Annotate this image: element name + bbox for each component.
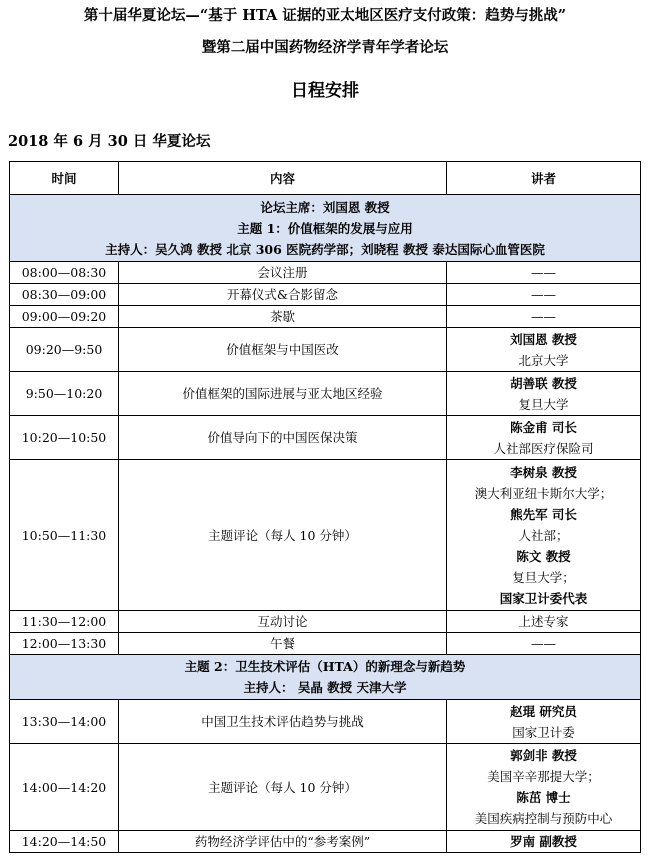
row-speaker: —— bbox=[447, 306, 641, 328]
speaker-name: 陈金甫 司长 bbox=[510, 419, 577, 435]
row-content: 主题评论（每人 10 分钟） bbox=[119, 460, 447, 611]
schedule-table bbox=[9, 161, 641, 853]
row-speaker bbox=[447, 372, 641, 416]
row-time: 10:50—11:30 bbox=[10, 460, 119, 611]
title-line-3: 日程安排 bbox=[291, 81, 359, 101]
speaker-name: 胡善联 教授 bbox=[510, 375, 577, 391]
table-row bbox=[10, 416, 641, 460]
speaker-org: 澳大利亚纽卡斯尔大学； bbox=[474, 485, 613, 501]
speaker-name: 国家卫计委代表 bbox=[499, 590, 588, 606]
table-row bbox=[10, 306, 641, 328]
speaker-org: 美国辛辛那提大学； bbox=[487, 769, 600, 784]
column-header-speaker: 讲者 bbox=[447, 162, 641, 195]
row-content: 价值框架的国际进展与亚太地区经验 bbox=[119, 372, 447, 416]
row-time: 09:20—9:50 bbox=[10, 328, 119, 372]
title-line-1: 第十届华夏论坛—“基于 HTA 证据的亚太地区医疗支付政策：趋势与挑战” bbox=[83, 7, 567, 24]
row-speaker: 上述专家 bbox=[447, 611, 641, 633]
speaker-org: 美国疾病控制与预防中心 bbox=[474, 811, 613, 826]
section-1-header bbox=[10, 195, 641, 262]
speaker-org: 复旦大学； bbox=[512, 569, 575, 585]
speaker-name: 熊先军 司长 bbox=[510, 506, 577, 522]
row-time: 10:20—10:50 bbox=[10, 416, 119, 460]
row-time: 9:50—10:20 bbox=[10, 372, 119, 416]
forum-chair: 论坛主席：刘国恩 教授 bbox=[260, 199, 390, 215]
speaker-name: 陈文 教授 bbox=[516, 548, 571, 564]
row-content: 价值框架与中国医改 bbox=[119, 328, 447, 372]
speaker-name: 李树泉 教授 bbox=[510, 464, 577, 480]
table-row bbox=[10, 744, 641, 831]
section-hosts: 主持人： 吴晶 教授 天津大学 bbox=[243, 680, 407, 695]
row-speaker bbox=[447, 416, 641, 460]
section-theme: 主题 2：卫生技术评估（HTA）的新理念与新趋势 bbox=[184, 659, 466, 674]
speaker-org: 人社部； bbox=[518, 527, 569, 543]
table-row bbox=[10, 700, 641, 744]
row-content: 互动讨论 bbox=[119, 611, 447, 633]
speaker-name: 刘国恩 教授 bbox=[510, 331, 577, 347]
row-speaker bbox=[447, 700, 641, 744]
table-row bbox=[10, 460, 641, 611]
row-content: 中国卫生技术评估趋势与挑战 bbox=[119, 700, 447, 744]
row-speaker: —— bbox=[447, 262, 641, 284]
table-row bbox=[10, 611, 641, 633]
row-content: 主题评论（每人 10 分钟） bbox=[119, 744, 447, 831]
row-time: 08:00—08:30 bbox=[10, 262, 119, 284]
row-time: 11:30—12:00 bbox=[10, 611, 119, 633]
date-line: 2018 年 6 月 30 日 华夏论坛 bbox=[8, 133, 211, 150]
row-speaker bbox=[447, 328, 641, 372]
row-content: 开幕仪式&合影留念 bbox=[119, 284, 447, 306]
table-row bbox=[10, 284, 641, 306]
row-time: 14:00—14:20 bbox=[10, 744, 119, 831]
row-speaker bbox=[447, 460, 641, 611]
row-content: 茶歇 bbox=[119, 306, 447, 328]
column-header-time: 时间 bbox=[10, 162, 119, 195]
speaker-name: 郭剑非 教授 bbox=[510, 748, 577, 763]
speaker-org: 国家卫计委 bbox=[512, 724, 575, 740]
row-time: 13:30—14:00 bbox=[10, 700, 119, 744]
row-speaker bbox=[447, 744, 641, 831]
row-content: 午餐 bbox=[119, 633, 447, 655]
table-header-row bbox=[10, 162, 641, 195]
row-speaker: 罗南 副教授 bbox=[447, 831, 641, 853]
speaker-name: 赵琨 研究员 bbox=[510, 703, 577, 719]
table-row bbox=[10, 372, 641, 416]
section-2-header bbox=[10, 655, 641, 700]
row-content: 会议注册 bbox=[119, 262, 447, 284]
row-speaker: —— bbox=[447, 633, 641, 655]
row-speaker: —— bbox=[447, 284, 641, 306]
column-header-content: 内容 bbox=[119, 162, 447, 195]
table-row bbox=[10, 831, 641, 853]
table-row bbox=[10, 328, 641, 372]
row-time: 14:20—14:50 bbox=[10, 831, 119, 853]
speaker-org: 北京大学 bbox=[518, 352, 569, 368]
section-theme: 主题 1：价值框架的发展与应用 bbox=[237, 220, 413, 236]
title-line-2: 暨第二届中国药物经济学青年学者论坛 bbox=[201, 39, 449, 56]
section-hosts: 主持人：吴久鸿 教授 北京 306 医院药学部；刘晓程 教授 泰达国际心血管医院 bbox=[105, 241, 545, 257]
table-row bbox=[10, 262, 641, 284]
row-time: 12:00—13:30 bbox=[10, 633, 119, 655]
speaker-org: 复旦大学 bbox=[518, 396, 569, 412]
row-content: 价值导向下的中国医保决策 bbox=[119, 416, 447, 460]
row-time: 09:00—09:20 bbox=[10, 306, 119, 328]
row-time: 08:30—09:00 bbox=[10, 284, 119, 306]
row-content: 药物经济学评估中的“参考案例” bbox=[119, 831, 447, 853]
table-row bbox=[10, 633, 641, 655]
speaker-org: 人社部医疗保险司 bbox=[493, 440, 594, 456]
speaker-name: 陈茁 博士 bbox=[516, 790, 571, 805]
